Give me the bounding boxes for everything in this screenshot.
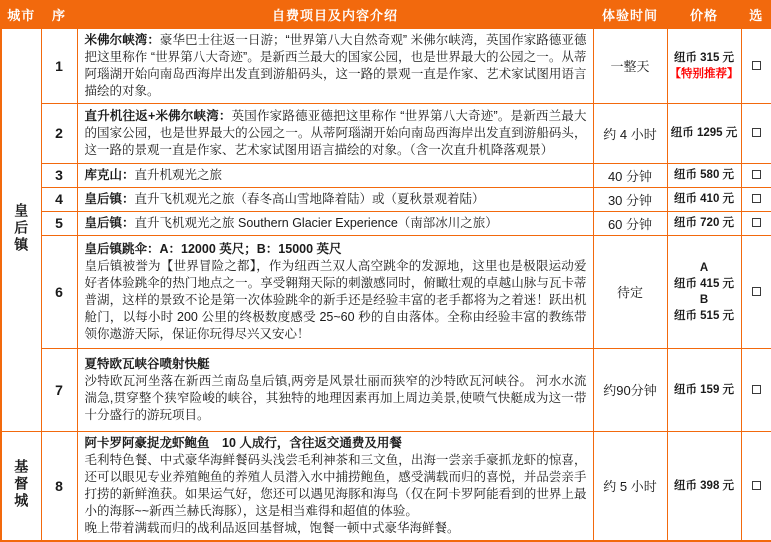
row-number: 5 bbox=[41, 211, 77, 235]
select-cell bbox=[741, 163, 771, 187]
table-row bbox=[1, 28, 771, 103]
item-body: 皇后镇被誉为【世界冒险之都】，作为纽西兰双人高空跳伞的发源地，这里也是极限运动爱好者体验跳伞的热门地点之一。享受翱翔天际的刺激感同时，俯瞰壮观的卓越山脉与瓦卡蒂普湖，这样的景致不论是第一次体验跳伞的新手还是经验丰富的老手都将为之着迷！跃出机舱门，以每小时 200 公里的终极数度感受 25~60 秒的自由落体。全称由经验丰富的教练带领你遨游天际，保证你玩得尽兴又安心！ bbox=[84, 258, 587, 341]
row-number: 8 bbox=[41, 431, 77, 541]
table-row bbox=[1, 103, 771, 163]
experience-time: 40 分钟 bbox=[593, 163, 667, 187]
special-recommend-badge: 【特别推荐】 bbox=[669, 67, 739, 80]
item-title: 阿卡罗阿豪捉龙虾鲍鱼 10 人成行，含往返交通费及用餐 bbox=[84, 435, 402, 450]
city-label: 皇后镇 bbox=[13, 202, 30, 254]
price-value: 纽币 720 元 bbox=[673, 217, 735, 229]
row-number: 2 bbox=[41, 103, 77, 163]
select-checkbox[interactable] bbox=[752, 61, 761, 70]
price-cell bbox=[667, 28, 741, 103]
item-body-line2: 晚上带着满载而归的战利品返回基督城，饱餐一顿中式豪华海鲜餐。 bbox=[84, 520, 460, 535]
header-item: 自费项目及内容介绍 bbox=[77, 1, 593, 28]
select-checkbox[interactable] bbox=[752, 385, 761, 394]
item-body: 直升飞机观光之旅 Southern Glacier Experience（南部冰川之旅） bbox=[134, 215, 498, 230]
table-header-row bbox=[1, 1, 771, 28]
row-number: 3 bbox=[41, 163, 77, 187]
item-body: 直升飞机观光之旅（春冬高山雪地降着陆）或（夏秋景观着陆） bbox=[134, 191, 485, 206]
item-description bbox=[77, 28, 593, 103]
select-cell bbox=[741, 103, 771, 163]
item-title: 皇后镇： bbox=[84, 215, 135, 230]
item-body: 沙特欧瓦河坐落在新西兰南岛皇后镇,两旁是风景壮丽而狭窄的沙特欧瓦河峡谷。 河水水流湍急,贯穿整个狭窄险峻的峡谷，其独特的地理因素再加上周边美景,使喷气快艇成为这一带十分盛行的游玩项目。 bbox=[84, 373, 587, 422]
price-cell bbox=[667, 163, 741, 187]
select-cell bbox=[741, 348, 771, 431]
select-checkbox[interactable] bbox=[752, 194, 761, 203]
price-value: 纽币 398 元 bbox=[673, 479, 735, 492]
experience-time: 约 5 小时 bbox=[593, 431, 667, 541]
price-option-a-label: A bbox=[699, 261, 709, 274]
select-checkbox[interactable] bbox=[752, 287, 761, 296]
price-cell bbox=[667, 431, 741, 541]
price-cell bbox=[667, 211, 741, 235]
item-title: 米佛尔峡湾： bbox=[84, 32, 160, 47]
item-body: 英国作家路德亚德把这里称作 “世界第八大奇迹”。是新西兰最大的国家公园，也是世界最大的公园之一。从蒂阿瑙湖开始向南岛西海岸出发直到游船码头，这一路的景观一直是作家、艺术家试图用语言描绘的对象。（含一次直升机降落观景） bbox=[84, 108, 587, 157]
item-description bbox=[77, 187, 593, 211]
row-number: 7 bbox=[41, 348, 77, 431]
table-row bbox=[1, 211, 771, 235]
price-value: 纽币 159 元 bbox=[673, 383, 735, 396]
header-no: 序 bbox=[41, 1, 77, 28]
experience-time: 约90分钟 bbox=[593, 348, 667, 431]
item-body: 毛利特色餐、中式豪华海鲜餐码头浅尝毛利神茶和三文鱼，出海一尝亲手豪抓龙虾的惊喜，还可以眼见专业养殖鲍鱼的养殖人员潜入水中捕捞鲍鱼，感受满载而归的喜悦，并品尝亲手打捞的新鲜渔获。如果运气好，您还可以遇见海豚和海鸟（仅在阿卡罗阿能看到的世界上最小的海豚~~新西兰赫氏海豚），这是相当难得和超值的体验。 bbox=[84, 452, 587, 518]
city-label: 基督城 bbox=[13, 458, 30, 510]
select-cell bbox=[741, 431, 771, 541]
price-cell bbox=[667, 103, 741, 163]
item-title: 库克山： bbox=[84, 167, 135, 182]
row-number: 1 bbox=[41, 28, 77, 103]
row-number: 4 bbox=[41, 187, 77, 211]
item-description bbox=[77, 163, 593, 187]
table-row bbox=[1, 348, 771, 431]
experience-time: 一整天 bbox=[593, 28, 667, 103]
select-cell bbox=[741, 235, 771, 348]
item-title: 直升机往返+米佛尔峡湾： bbox=[84, 108, 232, 123]
header-city: 城市 bbox=[1, 1, 41, 28]
header-time: 体验时间 bbox=[593, 1, 667, 28]
header-price: 价格 bbox=[667, 1, 741, 28]
experience-time: 30 分钟 bbox=[593, 187, 667, 211]
experience-time: 60 分钟 bbox=[593, 211, 667, 235]
table-row bbox=[1, 187, 771, 211]
select-cell bbox=[741, 211, 771, 235]
row-number: 6 bbox=[41, 235, 77, 348]
price-value: 纽币 410 元 bbox=[673, 193, 735, 205]
item-title: 皇后镇： bbox=[84, 191, 135, 206]
item-body: 直升机观光之旅 bbox=[134, 167, 223, 182]
price-cell bbox=[667, 348, 741, 431]
item-description bbox=[77, 235, 593, 348]
item-description bbox=[77, 211, 593, 235]
price-option-b-label: B bbox=[699, 293, 709, 306]
experience-time: 约 4 小时 bbox=[593, 103, 667, 163]
item-body: 豪华巴士往返一日游；“世界第八大自然奇观” 米佛尔峡湾，英国作家路德亚德把这里称作 “世界第八大奇迹”。是新西兰最大的国家公园，也是世界最大的公园之一。从蒂阿瑙湖开始向南岛西海岸出发直到游船码头，这一路的景观一直是作家、艺术家试图用语言描绘的对象。 bbox=[84, 32, 587, 98]
select-checkbox[interactable] bbox=[752, 170, 761, 179]
table-row bbox=[1, 235, 771, 348]
select-cell bbox=[741, 28, 771, 103]
city-cell-queenstown bbox=[1, 28, 41, 431]
table-row bbox=[1, 163, 771, 187]
price-cell bbox=[667, 187, 741, 211]
price-value: 纽币 580 元 bbox=[673, 169, 735, 181]
header-select: 选 bbox=[741, 1, 771, 28]
price-cell bbox=[667, 235, 741, 348]
item-title: 皇后镇跳伞：A：12000 英尺；B：15000 英尺 bbox=[84, 241, 342, 256]
select-checkbox[interactable] bbox=[752, 481, 761, 490]
select-cell bbox=[741, 187, 771, 211]
city-cell-christchurch bbox=[1, 431, 41, 541]
item-description bbox=[77, 348, 593, 431]
item-title: 夏特欧瓦峡谷喷射快艇 bbox=[84, 356, 210, 371]
price-option-b-value: 纽币 515 元 bbox=[673, 309, 735, 322]
price-value: 纽币 315 元 bbox=[673, 51, 735, 64]
select-checkbox[interactable] bbox=[752, 128, 761, 137]
item-description bbox=[77, 431, 593, 541]
price-option-a-value: 纽币 415 元 bbox=[673, 277, 735, 290]
table-row bbox=[1, 431, 771, 541]
experience-time: 待定 bbox=[593, 235, 667, 348]
price-value: 纽币 1295 元 bbox=[670, 127, 738, 139]
item-description bbox=[77, 103, 593, 163]
select-checkbox[interactable] bbox=[752, 218, 761, 227]
